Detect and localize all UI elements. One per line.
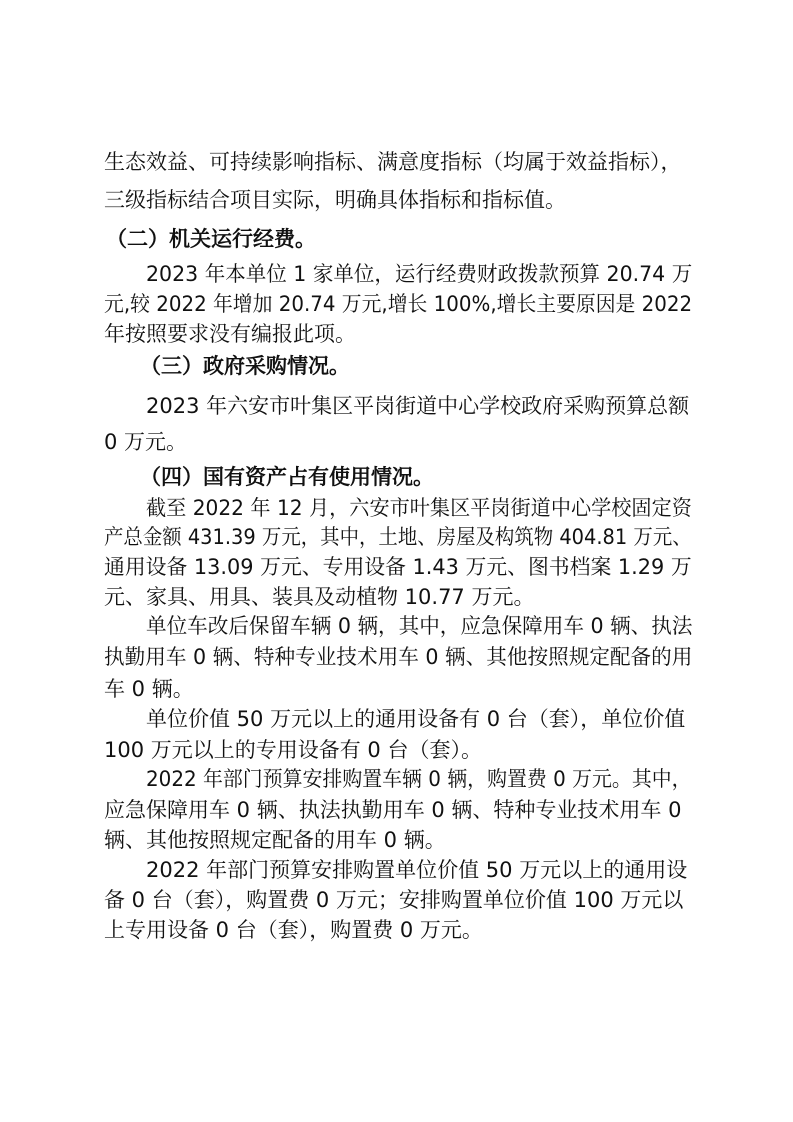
paragraph-line: 三级指标结合项目实际，明确具体指标和指标值。 (104, 188, 566, 212)
paragraph-line: 元、家具、用具、装具及动植物 10.77 万元。 (104, 585, 535, 609)
paragraph-line: 2023 年六安市叶集区平岗街道中心学校政府采购预算总额 (146, 394, 690, 418)
paragraph-line: 2022 年部门预算安排购置单位价值 50 万元以上的通用设 (146, 858, 688, 882)
paragraph-line: 执勤用车 0 辆、特种专业技术用车 0 辆、其他按照规定配备的用 (104, 645, 693, 669)
paragraph-line: 0 万元。 (104, 430, 188, 454)
section-heading-4: （四）国有资产占有使用情况。 (140, 465, 434, 489)
paragraph-line: 单位车改后保留车辆 0 辆，其中，应急保障用车 0 辆、执法 (146, 614, 693, 638)
paragraph-line: 上专用设备 0 台（套），购置费 0 万元。 (104, 918, 483, 942)
paragraph-line: 辆、其他按照规定配备的用车 0 辆。 (104, 828, 446, 852)
paragraph-line: 车 0 辆。 (104, 677, 194, 701)
paragraph-line: 元,较 2022 年增加 20.74 万元,增长 100%,增长主要原因是 2022 (104, 292, 693, 316)
paragraph-line: 100 万元以上的专用设备有 0 台（套）。 (104, 738, 482, 762)
paragraph-line: 产总金额 431.39 万元，其中，土地、房屋及构筑物 404.81 万元、 (104, 525, 692, 549)
paragraph-line: 年按照要求没有编报此项。 (104, 322, 356, 346)
paragraph-line: 单位价值 50 万元以上的通用设备有 0 台（套），单位价值 (146, 707, 686, 731)
paragraph-line: 应急保障用车 0 辆、执法执勤用车 0 辆、特种专业技术用车 0 (104, 798, 682, 822)
paragraph-line: 生态效益、可持续影响指标、满意度指标（均属于效益指标）， (104, 150, 682, 174)
paragraph-line: 通用设备 13.09 万元、专用设备 1.43 万元、图书档案 1.29 万 (104, 555, 692, 579)
paragraph-line: 2023 年本单位 1 家单位，运行经费财政拨款预算 20.74 万 (146, 262, 693, 286)
paragraph-line: 截至 2022 年 12 月，六安市叶集区平岗街道中心学校固定资 (146, 496, 692, 520)
section-heading-3: （三）政府采购情况。 (140, 354, 350, 378)
paragraph-line: 备 0 台（套），购置费 0 万元；安排购置单位价值 100 万元以 (104, 888, 684, 912)
section-heading-2: （二）机关运行经费。 (106, 227, 316, 251)
paragraph-line: 2022 年部门预算安排购置车辆 0 辆，购置费 0 万元。其中， (146, 767, 692, 791)
